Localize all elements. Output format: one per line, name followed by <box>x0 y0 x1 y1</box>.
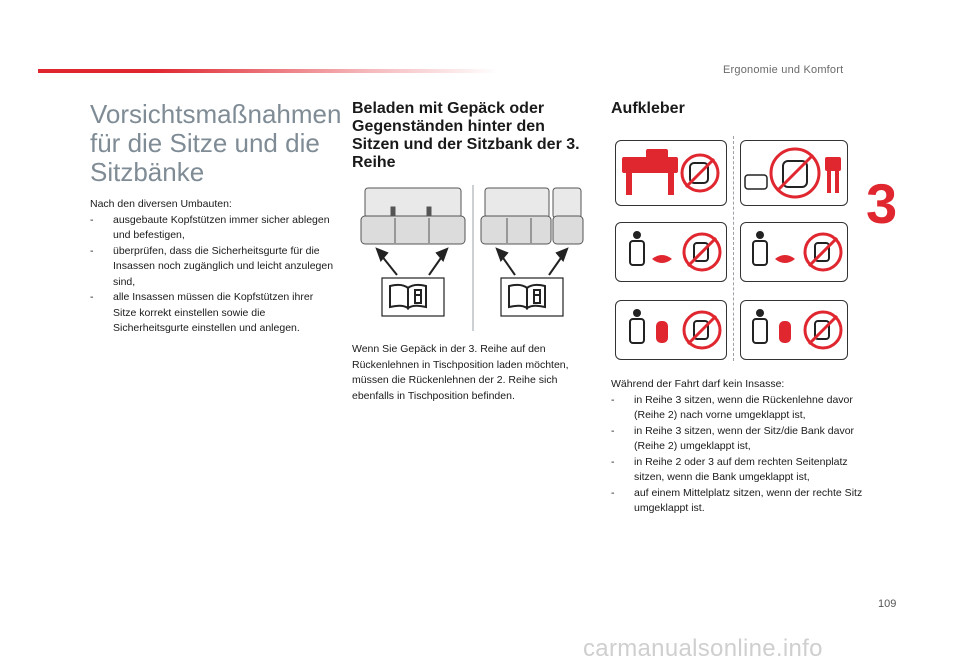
stickers-section <box>611 377 871 517</box>
header-accent-bar <box>38 69 498 73</box>
bench-folded-right <box>481 188 583 244</box>
no-passenger-icon <box>771 149 819 197</box>
bench-folded-left <box>361 188 465 244</box>
divider <box>733 136 734 361</box>
watermark: carmanualsonline.info <box>583 635 823 662</box>
page-number: 109 <box>878 598 897 610</box>
list-item: - alle Insassen müssen die Kopfstützen ihrer Sitze korrekt einstellen sowie die Sicherheitsgurte einstellen und anlegen. <box>90 291 314 334</box>
stickers-heading: Aufkleber <box>611 100 685 117</box>
seat-loading-illustration <box>355 183 595 333</box>
sticker-side-seat-left <box>615 222 727 282</box>
list-item: - in Reihe 2 oder 3 auf dem rechten Seitenplatz sitzen, wenn die Bank umgeklappt ist, <box>611 455 848 483</box>
sticker-row2-folded <box>740 140 848 206</box>
sticker-row3-folded <box>615 140 727 206</box>
sticker-center-seat-right <box>740 300 848 360</box>
arrow-up-icon <box>377 249 447 275</box>
list-item: - überprüfen, dass die Sicherheitsgurte für die Insassen noch zugänglich und leicht anzulegen sind, <box>90 244 334 288</box>
list-item: - in Reihe 3 sitzen, wenn die Rückenlehne davor (Reihe 2) nach vorne umgeklappt ist, <box>611 393 853 421</box>
manual-info-icon <box>501 278 563 316</box>
stickers-intro: Während der Fahrt darf kein Insasse: <box>611 378 785 390</box>
manual-info-icon <box>382 278 444 316</box>
chapter-number: 3 <box>866 172 898 235</box>
no-passenger-icon <box>805 312 841 348</box>
page-title: Vorsichtsmaßnahmen für die Sitze und die Sitzbänke <box>90 99 342 187</box>
loading-heading: Beladen mit Gepäck oder Gegenständen hinter den Sitzen und der Sitzbank der 3. Reihe <box>352 100 580 171</box>
no-passenger-icon <box>682 155 718 191</box>
list-item: - auf einem Mittelplatz sitzen, wenn der rechte Sitz umgeklappt ist. <box>611 486 863 514</box>
sticker-center-seat-left <box>615 300 727 360</box>
no-passenger-icon <box>684 312 720 348</box>
section-title: Ergonomie und Komfort <box>723 64 844 76</box>
precautions-intro: Nach den diversen Umbauten: <box>90 198 232 210</box>
loading-text: Wenn Sie Gepäck in der 3. Reihe auf den Rückenlehnen in Tischposition laden möchten, müssen die Rückenlehnen der 2. Reihe sich ebenfalls in Tischposition befinden. <box>352 343 569 402</box>
list-item: - ausgebaute Kopfstützen immer sicher ablegen und befestigen, <box>90 213 330 241</box>
precautions-section <box>90 197 335 337</box>
arrow-up-icon <box>497 249 567 275</box>
no-passenger-icon <box>684 234 720 270</box>
sticker-side-seat-right <box>740 222 848 282</box>
no-passenger-icon <box>805 234 841 270</box>
list-item: - in Reihe 3 sitzen, wenn der Sitz/die Bank davor (Reihe 2) umgeklappt ist, <box>611 424 855 452</box>
